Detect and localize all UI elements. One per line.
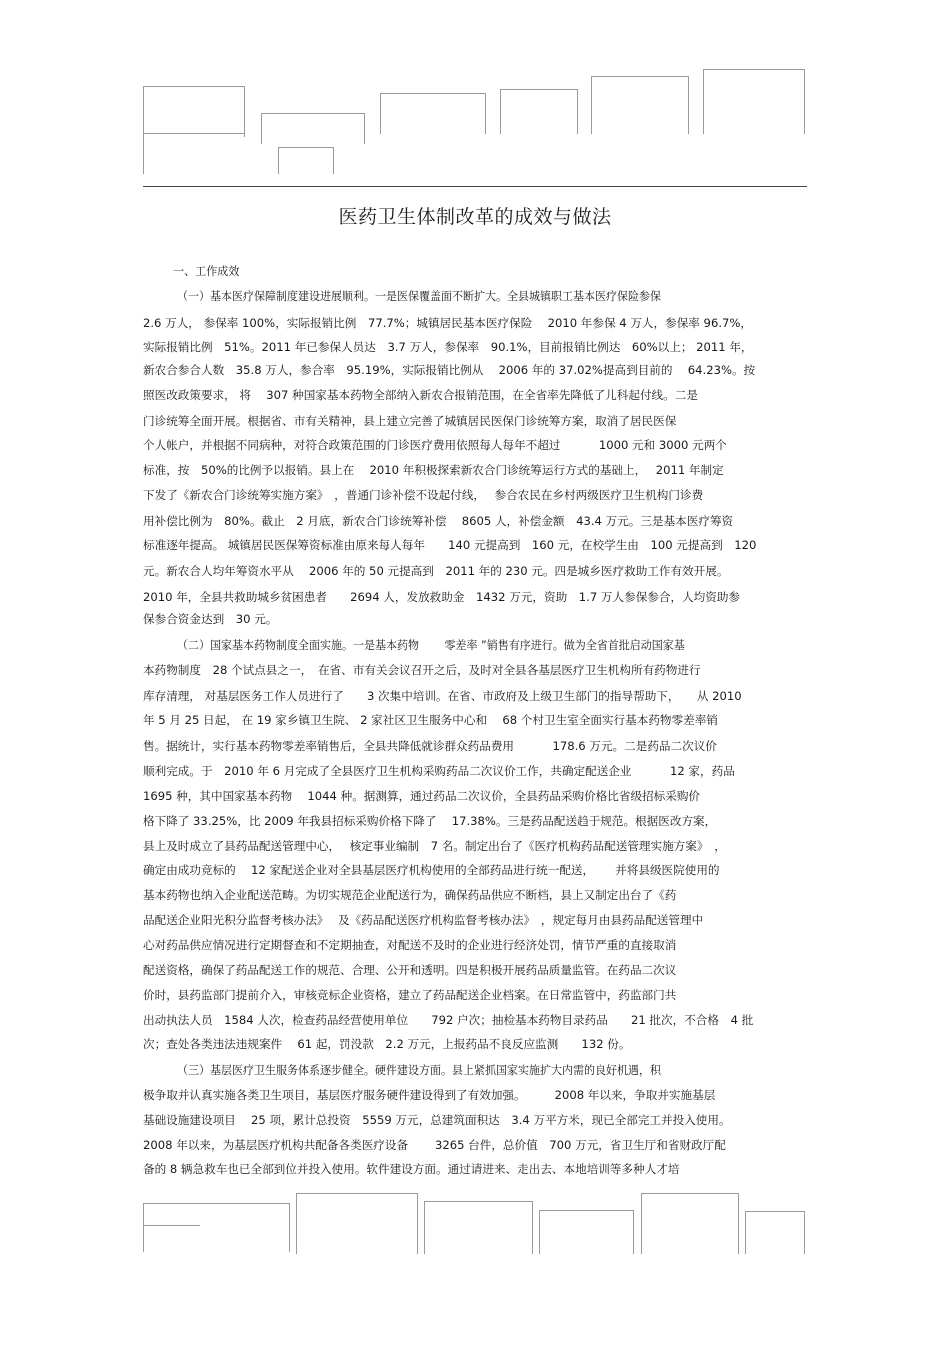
paragraph-line: 心对药品供应情况进行定期督查和不定期抽查，对配送不及时的企业进行经济处罚，情节严重的直接取消: [143, 938, 677, 952]
document-title: 医药卫生体制改革的成效与做法: [338, 206, 612, 228]
footer-decoration: [143, 1225, 200, 1252]
paragraph-line: 实际报销比例 51%。2011 年已参保人员达 3.7 万人，参保率 90.1%，目前报销比例达 60%以上； 2011 年，: [143, 340, 753, 354]
header-decoration: [278, 147, 334, 174]
paragraph-line: 元。新农合人均年筹资水平从 2006 年的 50 元提高到 2011 年的 230 元。四是城乡医疗救助工作有效开展。: [143, 564, 729, 578]
paragraph-line: （三）基层医疗卫生服务体系逐步健全。硬件建设方面。县上紧抓国家实施扩大内需的良好机遇，积: [177, 1063, 662, 1077]
paragraph-line: 年 5 月 25 日起， 在 19 家乡镇卫生院、 2 家社区卫生服务中心和 68 个村卫生室全面实行基本药物零差率销: [143, 713, 718, 727]
footer-decoration: [641, 1193, 739, 1254]
paragraph-line: 保参合资金达到 30 元。: [143, 612, 278, 626]
paragraph-line: 次；查处各类违法违规案件 61 起，罚没款 2.2 万元，上报药品不良反应监测 132 份。: [143, 1037, 631, 1051]
paragraph-line: 库存清理， 对基层医务工作人员进行了 3 次集中培训。在省、市政府及上级卫生部门的指导帮助下， 从 2010: [143, 689, 742, 703]
paragraph-line: 格下降了 33.25%，比 2009 年我县招标采购价格下降了 17.38%。三是药品配送趋于规范。根据医改方案，: [143, 814, 717, 828]
paragraph-line: 县上及时成立了县药品配送管理中心， 核定事业编制 7 名。制定出台了《医疗机构药品配送管理实施方案》 ，: [143, 839, 726, 853]
footer-decoration: [539, 1210, 634, 1254]
footer-decoration: [745, 1211, 805, 1254]
paragraph-line: 品配送企业阳光积分监督考核办法》 及《药品配送医疗机构监督考核办法》 ，规定每月由县药品配送管理中: [143, 913, 704, 927]
header-decoration: [703, 69, 805, 134]
paragraph-line: 标准，按 50%的比例予以报销。县上在 2010 年积极探索新农合门诊统筹运行方式的基础上， 2011 年制定: [143, 463, 724, 477]
paragraph-line: 2010 年，全县共救助城乡贫困患者 2694 人，发放救助金 1432 万元，资助 1.7 万人参保参合，人均资助参: [143, 590, 741, 604]
paragraph-line: 出动执法人员 1584 人次，检查药品经营使用单位 792 户次；抽检基本药物目录药品 21 批次，不合格 4 批: [143, 1013, 754, 1027]
paragraph-line: 备的 8 辆急救车也已全部到位并投入使用。软件建设方面。通过请进来、走出去、本地培训等多种人才培: [143, 1162, 680, 1176]
header-decoration: [380, 93, 486, 134]
header-rule: [143, 186, 807, 187]
paragraph-line: 价时，县药监部门提前介入，审核竞标企业资格，建立了药品配送企业档案。在日常监管中，药监部门共: [143, 988, 677, 1002]
header-decoration: [591, 76, 689, 134]
paragraph-line: 基本药物也纳入企业配送范畴。为切实规范企业配送行为，确保药品供应不断档，县上又制定出台了《药: [143, 888, 677, 902]
section-heading: 一、工作成效: [173, 264, 240, 278]
paragraph-line: 本药物制度 28 个试点县之一， 在省、市有关会议召开之后，及时对全县各基层医疗卫生机构所有药物进行: [143, 663, 701, 677]
paragraph-line: 用补偿比例为 80%。截止 2 月底，新农合门诊统筹补偿 8605 人，补偿金额 43.4 万元。三是基本医疗筹资: [143, 514, 734, 528]
paragraph-line: 门诊统筹全面开展。根据省、市有关精神，县上建立完善了城镇居民医保门诊统筹方案，取消了居民医保: [143, 414, 677, 428]
paragraph-line: 顺利完成。于 2010 年 6 月完成了全县医疗卫生机构采购药品二次议价工作，共确定配送企业 12 家，药品: [143, 764, 735, 778]
paragraph-line: 极争取并认真实施各类卫生项目，基层医疗服务硬件建设得到了有效加强。 2008 年以来，争取并实施基层: [143, 1088, 716, 1102]
paragraph-line: 个人帐户，并根据不同病种，对符合政策范围的门诊医疗费用依照每人每年不超过 1000 元和 3000 元两个: [143, 438, 727, 452]
paragraph-line: 新农合参合人数 35.8 万人，参合率 95.19%，实际报销比例从 2006 年的 37.02%提高到目前的 64.23%。按: [143, 363, 756, 377]
paragraph-line: （二）国家基本药物制度全面实施。一是基本药物 零差率 ”销售有序进行。做为全省首批启动国家基: [177, 638, 685, 652]
paragraph-line: 确定由成功竞标的 12 家配送企业对全县基层医疗机构使用的全部药品进行统一配送， 并将县级医院使用的: [143, 863, 720, 877]
footer-decoration: [296, 1193, 418, 1254]
paragraph-line: 2008 年以来，为基层医疗机构共配备各类医疗设备 3265 台件，总价值 700 万元，省卫生厅和省财政厅配: [143, 1138, 726, 1152]
paragraph-line: 售。据统计，实行基本药物零差率销售后，全县共降低就诊群众药品费用 178.6 万元。二是药品二次议价: [143, 739, 717, 753]
paragraph-line: 标准逐年提高。 城镇居民医保筹资标准由原来每人每年 140 元提高到 160 元，在校学生由 100 元提高到 120: [143, 538, 757, 552]
header-decoration: [261, 113, 365, 144]
paragraph-line: 下发了《新农合门诊统筹实施方案》 ，普通门诊补偿不设起付线， 参合农民在乡村两级医疗卫生机构门诊费: [143, 488, 704, 502]
header-decoration: [143, 86, 245, 137]
paragraph-line: （一）基本医疗保障制度建设进展顺利。一是医保覆盖面不断扩大。全县城镇职工基本医疗保险参保: [177, 289, 662, 303]
paragraph-line: 1695 种，其中国家基本药物 1044 种。据测算，通过药品二次议价，全县药品采购价格比省级招标采购价: [143, 789, 701, 803]
paragraph-line: 2.6 万人， 参保率 100%，实际报销比例 77.7%；城镇居民基本医疗保险 2010 年参保 4 万人，参保率 96.7%，: [143, 316, 752, 330]
paragraph-line: 配送资格，确保了药品配送工作的规范、合理、公开和透明。四是积极开展药品质量监管。在药品二次议: [143, 963, 677, 977]
header-decoration: [500, 89, 578, 134]
paragraph-line: 照医改政策要求， 将 307 种国家基本药物全部纳入新农合报销范围，在全省率先降低了儿科起付线。二是: [143, 388, 698, 402]
paragraph-line: 基础设施建设项目 25 项，累计总投资 5559 万元，总建筑面积达 3.4 万平方米，现已全部完工并投入使用。: [143, 1113, 731, 1127]
header-decoration: [143, 133, 244, 174]
footer-decoration: [424, 1201, 533, 1254]
